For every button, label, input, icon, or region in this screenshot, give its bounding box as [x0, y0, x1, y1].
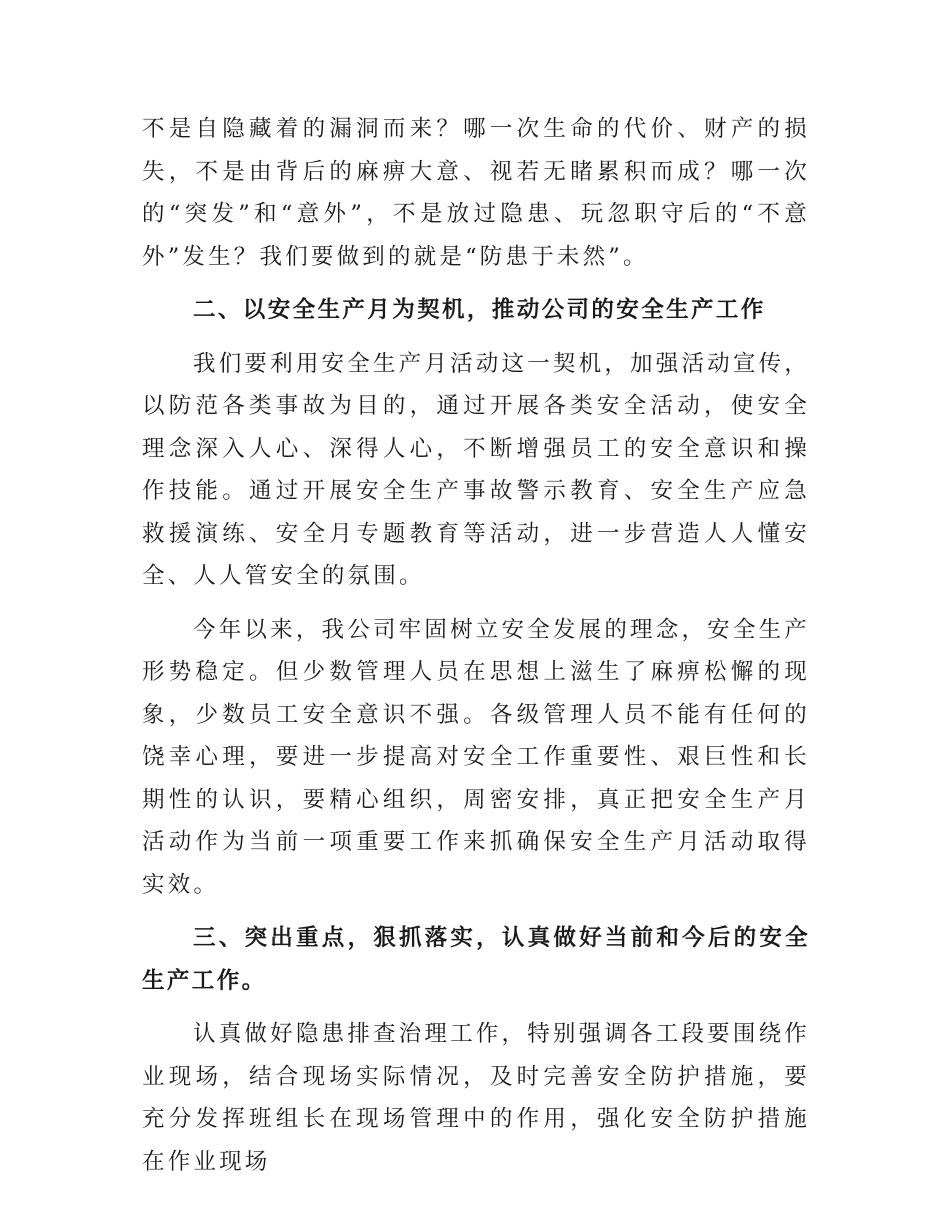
section-heading-3: 三、突出重点，狠抓落实，认真做好当前和今后的安全生产工作。 — [142, 925, 810, 994]
section-heading-2: 二、以安全生产月为契机，推动公司的安全生产工作 — [193, 297, 766, 323]
paragraph-2b: 今年以来，我公司牢固树立安全发展的理念，安全生产形势稳定。但少数管理人员在思想上滋生了麻痹松懈的现象，少数员工安全意识不强。各级管理人员不能有任何的饶幸心理，要进一步提高对安全工作重要性、艰巨性和长期性的认识，要精心组织，周密安排，真正把安全生产月活动作为当前一项重要工作来抓确保安全生产月活动取得实效。 — [142, 616, 810, 898]
document-body — [142, 108, 810, 1183]
paragraph-2a: 我们要利用安全生产月活动这一契机，加强活动宣传，以防范各类事故为目的，通过开展各类安全活动，使安全理念深入人心、深得人心，不断增强员工的安全意识和操作技能。通过开展安全生产事故警示教育、安全生产应急救援演练、安全月专题教育等活动，进一步营造人人懂安全、人人管安全的氛围。 — [142, 350, 810, 589]
paragraph-continuation: 不是自隐藏着的漏洞而来？哪一次生命的代价、财产的损失，不是由背后的麻痹大意、视若无睹累积而成？哪一次的“突发”和“意外”，不是放过隐患、玩忽职守后的“不意外”发生？我们要做到的就是“防患于未然”。 — [142, 116, 810, 270]
paragraph-3a: 认真做好隐患排查治理工作，特别强调各工段要围绕作业现场，结合现场实际情况，及时完善安全防护措施，要充分发挥班组长在现场管理中的作用，强化安全防护措施在作业现场 — [142, 1021, 810, 1175]
